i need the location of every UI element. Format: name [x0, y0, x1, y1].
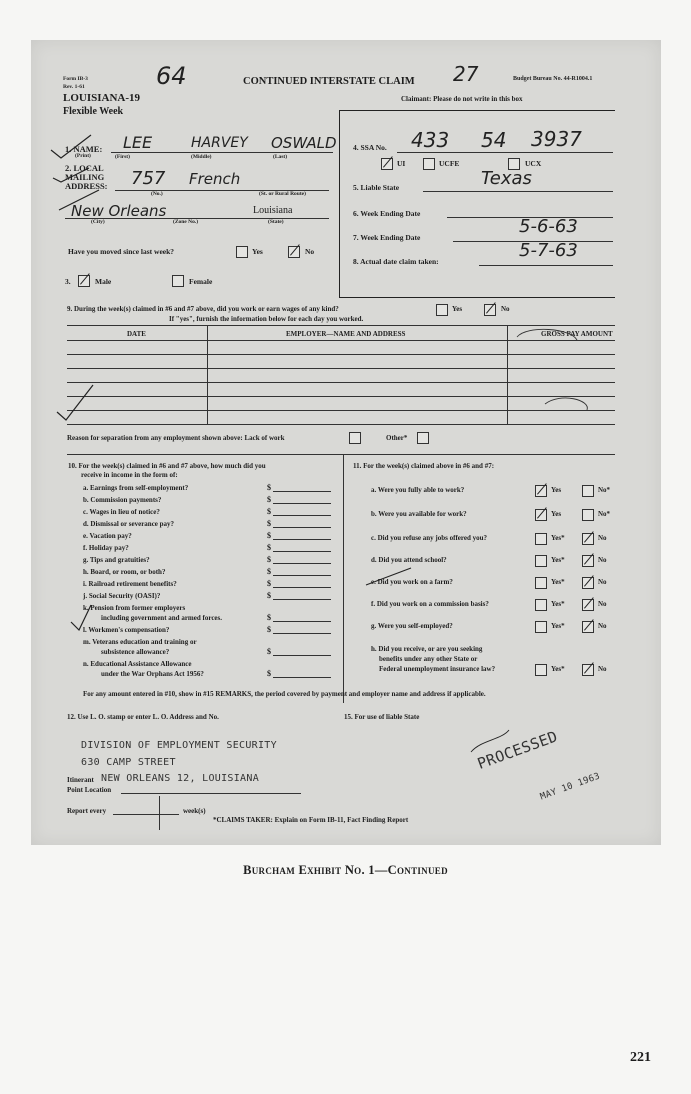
state-form-label: LOUISIANA-19 — [63, 92, 141, 104]
q11-item-question: b. Were you available for work? — [371, 510, 467, 518]
week-ending-7-value[interactable]: 5-6-63 — [519, 216, 578, 237]
q11-yes-label: Yes — [551, 486, 562, 494]
check-mark-table — [57, 385, 93, 420]
dollar-sign: $ — [267, 567, 271, 576]
street-name[interactable]: French — [189, 170, 241, 188]
interstate-claim-form — [31, 40, 661, 845]
q11-item-question: d. Did you attend school? — [371, 556, 447, 564]
q11-h-yes-label: Yes* — [551, 665, 565, 673]
ucfe-label: UCFE — [439, 159, 460, 168]
q10-item-label: d. Dismissal or severance pay? — [83, 520, 175, 528]
q11-no-label: No — [598, 578, 607, 586]
moved-yes-label: Yes — [252, 247, 263, 256]
sex-number: 3. — [65, 277, 71, 286]
claim-taken-label: 8. Actual date claim taken: — [353, 257, 439, 266]
q10-item-label: j. Social Security (OASI)? — [83, 592, 161, 600]
number-label: (No.) — [151, 191, 163, 197]
dollar-sign: $ — [267, 669, 271, 678]
check-mark-q10 — [71, 605, 91, 630]
q11-h-line-2: benefits under any other State or — [379, 655, 478, 663]
male-label: Male — [95, 277, 112, 286]
q11-yes-label: Yes* — [551, 600, 565, 608]
dollar-sign: $ — [267, 543, 271, 552]
week-type-label: Flexible Week — [63, 106, 124, 117]
q10-item-label: subsistence allowance? — [101, 648, 170, 656]
address-label-line-1: 2. LOCAL — [65, 163, 104, 173]
q11-no-label: No — [598, 600, 607, 608]
q10-question-line-1: 10. For the week(s) claimed in #6 and #7 above, how much did you — [68, 462, 266, 470]
processed-stamp: PROCESSED — [475, 727, 561, 773]
week-ending-6-label: 6. Week Ending Date — [353, 209, 421, 218]
check-mark-city — [59, 190, 99, 210]
q9-yes-label: Yes — [452, 305, 463, 313]
q12-label: 12. Use L. O. stamp or enter L. O. Address and No. — [67, 713, 219, 721]
handwritten-check-marks — [31, 40, 661, 845]
street-route-label: (St. or Rural Route) — [259, 191, 306, 197]
dollar-sign: $ — [267, 507, 271, 516]
ssa-part-2[interactable]: 54 — [481, 128, 507, 152]
q10-item-label: m. Veterans education and training or — [83, 638, 197, 646]
middle-name[interactable]: HARVEY — [191, 135, 248, 151]
last-name[interactable]: OSWALD — [271, 134, 337, 152]
q10-item-label: c. Wages in lieu of notice? — [83, 508, 160, 516]
first-label: (First) — [115, 154, 130, 160]
table-header-employer: EMPLOYER—NAME AND ADDRESS — [286, 330, 406, 338]
dollar-sign: $ — [267, 613, 271, 622]
dollar-sign: $ — [267, 625, 271, 634]
point-location-label: Point Location — [67, 786, 112, 794]
q11-item-question: e. Did you work on a farm? — [371, 578, 453, 586]
q10-question-line-2: receive in income in the form of: — [81, 471, 178, 479]
address-label-line-3: ADDRESS: — [65, 181, 108, 191]
ucx-label: UCX — [525, 159, 542, 168]
female-label: Female — [189, 277, 213, 286]
dollar-sign: $ — [267, 495, 271, 504]
q11-h-line-1: h. Did you receive, or are you seeking — [371, 645, 483, 653]
dollar-sign: $ — [267, 647, 271, 656]
processed-date-stamp: MAY 10 1963 — [539, 771, 602, 803]
separation-reason-label: Reason for separation from any employment shown above: Lack of work — [67, 434, 285, 442]
q9-question: 9. During the week(s) claimed in #6 and #7 above, did you work or earn wages of any kind? — [67, 305, 339, 313]
q11-item-question: a. Were you fully able to work? — [371, 486, 465, 494]
ssa-part-3[interactable]: 3937 — [531, 127, 582, 151]
table-header-gross-pay: GROSS PAY AMOUNT — [541, 330, 613, 338]
zone-label: (Zone No.) — [173, 219, 199, 225]
middle-label: (Middle) — [191, 154, 212, 160]
ssa-label: 4. SSA No. — [353, 143, 387, 152]
initial-mark — [471, 730, 509, 752]
lo-stamp-prefix: Itinerant — [67, 776, 94, 784]
q10-item-label: under the War Orphans Act 1956? — [101, 670, 204, 678]
q11-yes-label: Yes* — [551, 534, 565, 542]
q11-no-label: No — [598, 534, 607, 542]
q11-yes-label: Yes — [551, 510, 562, 518]
liable-state-label: 5. Liable State — [353, 183, 400, 192]
city-label: (City) — [91, 219, 105, 225]
city[interactable]: New Orleans — [71, 202, 167, 220]
q10-item-label: g. Tips and gratuities? — [83, 556, 150, 564]
q11-no-label: No — [598, 556, 607, 564]
lo-stamp-line-3: NEW ORLEANS 12, LOUISIANA — [101, 773, 260, 784]
ui-label: UI — [397, 159, 406, 168]
street-number[interactable]: 757 — [131, 168, 166, 189]
q9-no-label: No — [501, 305, 510, 313]
last-label: (Last) — [273, 154, 288, 160]
q11-yes-label: Yes* — [551, 578, 565, 586]
exhibit-caption: Burcham Exhibit No. 1—Continued — [243, 863, 448, 877]
report-every-label: Report every — [67, 807, 107, 815]
q11-no-label: No* — [598, 510, 611, 518]
q10-item-label: f. Holiday pay? — [83, 544, 129, 552]
form-number: Form IB-3 — [63, 76, 88, 82]
moved-question: Have you moved since last week? — [68, 247, 175, 256]
check-mark-q11 — [366, 568, 411, 585]
q10-item-label: including government and armed forces. — [101, 614, 223, 622]
handwritten-number-left: 64 — [156, 62, 187, 90]
state-label: (State) — [268, 219, 284, 225]
q10-item-label: a. Earnings from self-employment? — [83, 484, 189, 492]
form-title: CONTINUED INTERSTATE CLAIM — [243, 76, 415, 87]
weeks-label: week(s) — [183, 807, 206, 815]
dollar-sign: $ — [267, 555, 271, 564]
state[interactable]: Louisiana — [253, 205, 293, 216]
q10-item-label: e. Vacation pay? — [83, 532, 132, 540]
moved-no-label: No — [305, 247, 315, 256]
dollar-sign: $ — [267, 591, 271, 600]
budget-bureau-number: Budget Bureau No. 44-R1004.1 — [513, 76, 593, 82]
q10-remarks-note: For any amount entered in #10, show in #15 REMARKS, the period covered by payment and employer name and address if applicable. — [83, 690, 486, 698]
q9-instruction: If "yes", furnish the information below for each day you worked. — [169, 315, 364, 323]
table-header-date: DATE — [127, 330, 146, 338]
first-name[interactable]: LEE — [123, 133, 153, 152]
lo-stamp-line-1: DIVISION OF EMPLOYMENT SECURITY — [81, 740, 277, 751]
liable-state-value[interactable]: Texas — [481, 168, 532, 189]
q11-item-question: f. Did you work on a commission basis? — [371, 600, 489, 608]
claims-taker-note: *CLAIMS TAKER: Explain on Form IB-11, Fact Finding Report — [213, 816, 409, 824]
form-revision: Rev. 1-61 — [63, 84, 85, 90]
q10-item-label: i. Railroad retirement benefits? — [83, 580, 177, 588]
claimant-notice: Claimant: Please do not write in this box — [401, 95, 523, 103]
dollar-sign: $ — [267, 483, 271, 492]
lo-stamp-line-2: 630 CAMP STREET — [81, 757, 176, 768]
dollar-sign: $ — [267, 579, 271, 588]
q11-h-no-label: No — [598, 665, 607, 673]
page-number: 221 — [630, 1050, 651, 1065]
q15-label: 15. For use of liable State — [344, 713, 420, 721]
q11-question: 11. For the week(s) claimed above in #6 and #7: — [353, 462, 495, 470]
q11-yes-label: Yes* — [551, 556, 565, 564]
q10-item-label: n. Educational Assistance Allowance — [83, 660, 192, 668]
name-label: 1. NAME: — [65, 144, 103, 154]
q11-h-line-3: Federal unemployment insurance law? — [379, 665, 496, 673]
print-label: (Print) — [75, 153, 91, 159]
q10-item-label: h. Board, or room, or both? — [83, 568, 166, 576]
scribble-mark — [545, 398, 587, 410]
week-ending-7-label: 7. Week Ending Date — [353, 233, 421, 242]
dollar-sign: $ — [267, 519, 271, 528]
address-label-line-2: MAILING — [65, 172, 105, 182]
handwritten-number-right: 27 — [453, 62, 479, 86]
q11-item-question: c. Did you refuse any jobs offered you? — [371, 534, 488, 542]
check-mark-name — [51, 135, 91, 158]
q10-item-label: k. Pension from former employers — [83, 604, 186, 612]
claim-taken-value[interactable]: 5-7-63 — [519, 240, 578, 261]
q11-yes-label: Yes* — [551, 622, 565, 630]
other-reason-label: Other* — [386, 434, 408, 442]
q11-no-label: No* — [598, 486, 611, 494]
q11-item-question: g. Were you self-employed? — [371, 622, 453, 630]
check-mark-address — [53, 168, 89, 182]
dollar-sign: $ — [267, 531, 271, 540]
q11-no-label: No — [598, 622, 607, 630]
q10-item-label: l. Workmen's compensation? — [83, 626, 170, 634]
circle-mark-gross-pay — [517, 329, 577, 340]
ssa-part-1[interactable]: 433 — [411, 128, 450, 152]
q10-item-label: b. Commission payments? — [83, 496, 162, 504]
